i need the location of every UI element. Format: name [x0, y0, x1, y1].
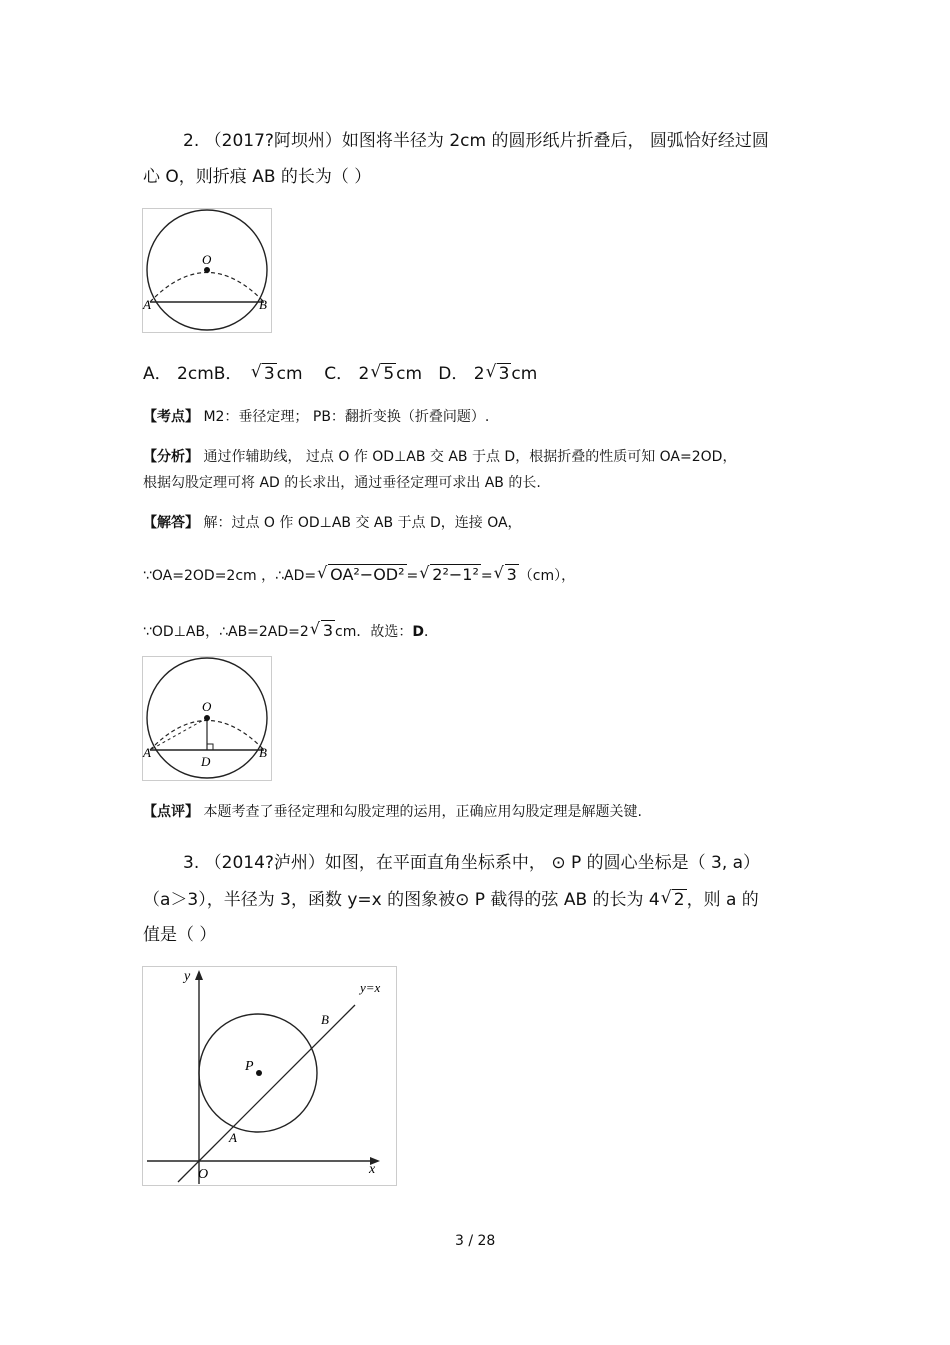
- jieda-tag: 【解答】: [143, 515, 199, 531]
- q3-line2: [143, 885, 759, 910]
- fig1-label-b: B: [259, 297, 267, 312]
- q2-options: [143, 359, 537, 384]
- q3-line1: 3. （2014?泸州）如图，在平面直角坐标系中， ⊙ P 的圆心坐标是（ 3, a）: [183, 853, 761, 873]
- option-d-radicand: √ 3: [497, 363, 512, 384]
- q3-line2-prefix: （a＞3），半径为 3，函数 y=x 的图象被⊙ P 截得的弦 AB 的长为 4: [143, 890, 660, 910]
- q2-dianping: [143, 801, 642, 821]
- fig3-label-y: y: [184, 969, 191, 984]
- option-c-radicand: √ 5: [381, 363, 396, 384]
- figure-circle-fold: [142, 208, 272, 333]
- dianping-tag: 【点评】: [143, 804, 199, 820]
- jieda3-end: ．: [423, 624, 438, 640]
- q2-jieda-1: [143, 512, 522, 532]
- fig3-label-x: x: [369, 1162, 376, 1177]
- fig1-label-o: O: [202, 252, 212, 267]
- option-b-radicand: √ 3: [262, 363, 277, 384]
- jieda3-radicand: √ 3: [321, 620, 335, 640]
- fig3-label-b: B: [321, 1012, 329, 1027]
- jieda2-radical-2: √ 2²−1²: [430, 564, 481, 584]
- fig2-label-a: A: [143, 745, 151, 760]
- jieda3-mid: cm．故选：: [335, 624, 413, 640]
- fig3-label-o: O: [198, 1167, 209, 1182]
- fig2-label-d: D: [201, 754, 211, 769]
- q2-jieda-2: [143, 564, 575, 585]
- option-c-unit: cm: [396, 364, 423, 384]
- page-number: 3 / 28: [455, 1233, 496, 1249]
- fig3-label-line: y=x: [360, 980, 381, 995]
- dianping-text: 本题考查了垂径定理和勾股定理的运用，正确应用勾股定理是解题关键.: [199, 804, 642, 820]
- fenxi-text-1: 通过作辅助线， 过点 O 作 OD⊥AB 交 AB 于点 D，根据折叠的性质可知 OA=2OD，: [199, 449, 737, 465]
- q3-line3: 值是（ ）: [143, 925, 217, 945]
- option-d-prefix: D． 2: [438, 364, 485, 384]
- kaodian-text: M2：垂径定理； PB：翻折变换（折叠问题）.: [199, 409, 490, 425]
- option-a: A． 2cm: [143, 364, 214, 384]
- q2-line2: 心 O，则折痕 AB 的长为（ ）: [143, 167, 372, 187]
- q2-jieda-3: [143, 620, 438, 641]
- figure-circle-fold-solution: [142, 656, 272, 781]
- jieda3-prefix: ∵OD⊥AB，∴AB=2AD=2: [143, 624, 309, 640]
- q3-line2-radicand: √ 2: [672, 889, 687, 910]
- jieda2-radical-1: √ OA²−OD²: [328, 564, 406, 584]
- fig2-label-b: B: [259, 745, 267, 760]
- fig3-label-p: P: [245, 1059, 254, 1074]
- fenxi-tag: 【分析】: [143, 449, 199, 465]
- q2-fenxi-1: [143, 446, 736, 466]
- jieda-text-1: 解：过点 O 作 OD⊥AB 交 AB 于点 D，连接 OA，: [199, 515, 522, 531]
- q2-kaodian: [143, 406, 489, 426]
- figure-coordinate-circle: [142, 966, 397, 1186]
- fig1-label-a: A: [143, 297, 151, 312]
- option-b-prefix: B．: [213, 364, 243, 384]
- jieda3-answer: D: [412, 624, 424, 640]
- q3-line2-suffix: ，则 a 的: [686, 890, 759, 910]
- option-c-prefix: C． 2: [324, 364, 370, 384]
- q2-fenxi-2: 根据勾股定理可将 AD 的长求出，通过垂径定理可求出 AB 的长.: [143, 475, 541, 491]
- kaodian-tag: 【考点】: [143, 409, 199, 425]
- jieda2-eq-2: =: [480, 568, 493, 584]
- jieda2-suffix: （cm），: [518, 568, 576, 584]
- jieda2-prefix: ∵OA=2OD=2cm ，∴AD=: [143, 568, 317, 584]
- option-d-unit: cm: [511, 364, 538, 384]
- jieda2-radical-3: √ 3: [505, 564, 519, 584]
- q2-line1: 2. （2017?阿坝州）如图将半径为 2cm 的圆形纸片折叠后， 圆弧恰好经过圆: [183, 131, 769, 151]
- option-b-unit: cm: [276, 364, 303, 384]
- fig3-label-a: A: [229, 1130, 237, 1145]
- fig2-label-o: O: [202, 699, 212, 714]
- jieda2-eq-1: =: [406, 568, 419, 584]
